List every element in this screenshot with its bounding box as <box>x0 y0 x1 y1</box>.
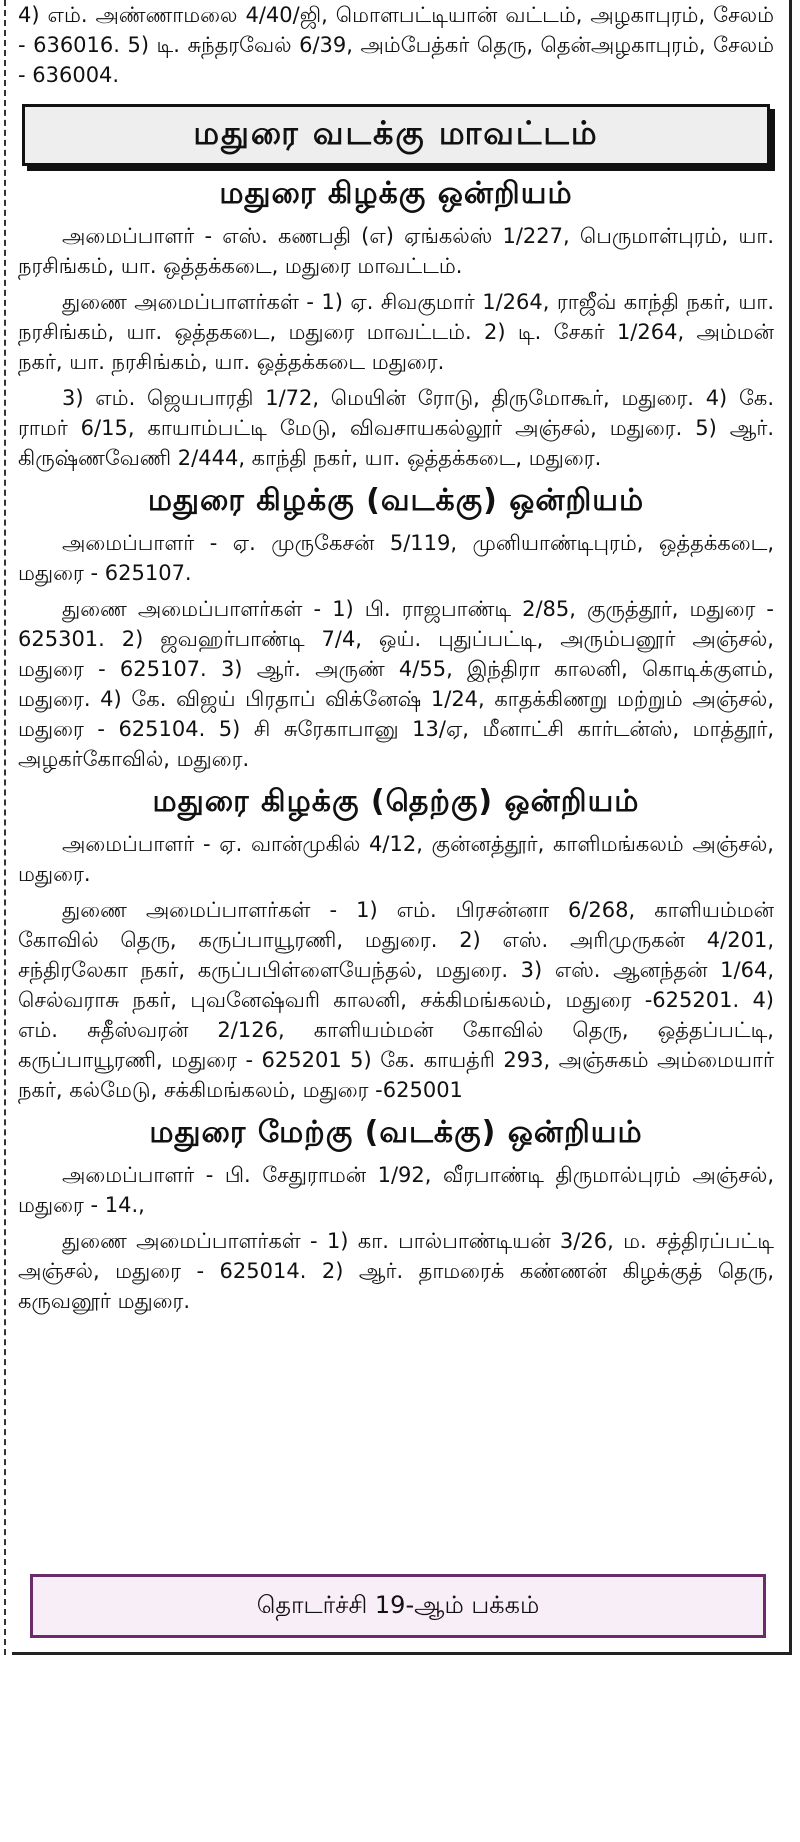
article-content <box>18 0 774 1316</box>
section-paragraph: 3) எம். ஜெயபாரதி 1/72, மெயின் ரோடு, திருமோகூர், மதுரை. 4) கே. ராமர் 6/15, காயாம்பட்டி மேடு, விவசாயகல்லூர் அஞ்சல், மதுரை. 5) ஆர். கிருஷ்ணவேணி 2/444, காந்தி நகர், யா. ஒத்தக்கடை, மதுரை. <box>18 386 774 470</box>
union-title: மதுரை கிழக்கு ஒன்றியம் <box>219 176 573 211</box>
section-paragraph: அமைப்பாளர் - எஸ். கணபதி (எ) ஏங்கல்ஸ் 1/227, பெருமாள்புரம், யா. நரசிங்கம், யா. ஒத்தக்கடை, மதுரை மாவட்டம். <box>18 224 774 278</box>
union-title: மதுரை கிழக்கு (வடக்கு) ஒன்றியம் <box>147 483 645 518</box>
left-dashed-border <box>4 0 6 1655</box>
continued-on-page-box <box>30 1574 766 1638</box>
district-title: மதுரை வடக்கு மாவட்டம் <box>193 114 599 152</box>
intro-paragraph: 4) எம். அண்ணாமலை 4/40/ஜி, மொளபட்டியான் வட்டம், அழகாபுரம், சேலம் - 636016. 5) டி. சுந்தரவேல் 6/39, அம்பேத்கர் தெரு, தென்அழகாபுரம், சேலம் - 636004. <box>18 3 774 87</box>
section-paragraph: துணை அமைப்பாளர்கள் - 1) கா. பால்பாண்டியன் 3/26, ம. சத்திரப்பட்டி அஞ்சல், மதுரை - 625014. 2) ஆர். தாமரைக் கண்ணன் கிழக்குத் தெரு, கருவனூர் மதுரை. <box>18 1229 774 1313</box>
section-paragraph: துணை அமைப்பாளர்கள் - 1) எம். பிரசன்னா 6/268, காளியம்மன் கோவில் தெரு, கருப்பாயூரணி, மதுரை. 2) எஸ். அரிமுருகன் 4/201, சந்திரலேகா நகர், கருப்பபிள்ளையேந்தல், மதுரை. 3) எஸ். ஆனந்தன் 1/64, செல்வராசு நகர், புவனேஷ்வரி காலனி, சக்கிமங்கலம், மதுரை -625201. 4) எம். சுதீஸ்வரன் 2/126, காளியம்மன் கோவில் தெரு, ஒத்தப்பட்டி, கருப்பாயூரணி, மதுரை - 625201 5) கே. காயத்ரி 293, அஞ்சுகம் அம்மையார் நகர், கல்மேடு, சக்கிமங்கலம், மதுரை -625001 <box>18 898 774 1102</box>
union-title: மதுரை கிழக்கு (தெற்கு) ஒன்றியம் <box>152 784 640 819</box>
union-title: மதுரை மேற்கு (வடக்கு) ஒன்றியம் <box>149 1115 643 1150</box>
section-paragraph: அமைப்பாளர் - ஏ. முருகேசன் 5/119, முனியாண்டிபுரம், ஒத்தக்கடை, மதுரை - 625107. <box>18 531 774 585</box>
section-paragraph: அமைப்பாளர் - ஏ. வான்முகில் 4/12, குன்னத்தூர், காளிமங்கலம் அஞ்சல், மதுரை. <box>18 832 774 886</box>
section-paragraph: அமைப்பாளர் - பி. சேதுராமன் 1/92, வீரபாண்டி திருமால்புரம் அஞ்சல், மதுரை - 14., <box>18 1163 774 1217</box>
continued-text: தொடர்ச்சி 19-ஆம் பக்கம் <box>256 1590 540 1619</box>
district-heading-box <box>22 104 770 166</box>
section-paragraph: துணை அமைப்பாளர்கள் - 1) பி. ராஜபாண்டி 2/85, குருத்தூர், மதுரை - 625301. 2) ஜவஹர்பாண்டி 7/4, ஒய். புதுப்பட்டி, அரும்பனூர் அஞ்சல், மதுரை - 625107. 3) ஆர். அருண் 4/55, இந்திரா காலனி, கொடிக்குளம், மதுரை. 4) கே. விஜய் பிரதாப் விக்னேஷ் 1/24, காதக்கிணறு மற்றும் அஞ்சல், மதுரை - 625104. 5) சி சுரேகாபானு 13/ஏ, மீனாட்சி கார்டன்ஸ், மாத்தூர், அழகர்கோவில், மதுரை. <box>18 597 774 771</box>
section-paragraph: துணை அமைப்பாளர்கள் - 1) ஏ. சிவகுமார் 1/264, ராஜீவ் காந்தி நகர், யா. நரசிங்கம், யா. ஒத்தகடை, மதுரை மாவட்டம். 2) டி. சேகர் 1/264, அம்மன் நகர், யா. நரசிங்கம், யா. ஒத்தக்கடை மதுரை. <box>18 290 774 374</box>
